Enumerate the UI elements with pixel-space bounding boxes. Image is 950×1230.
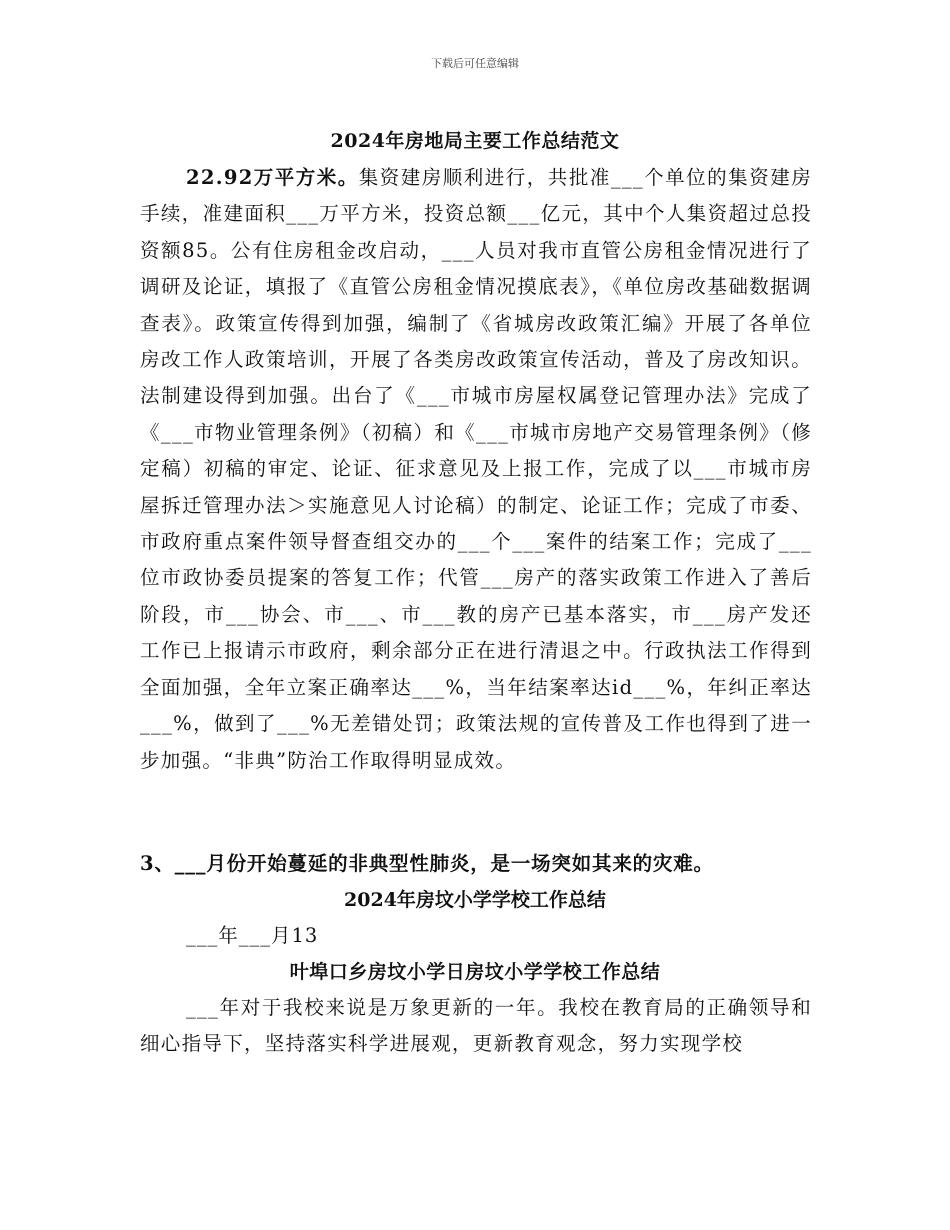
- date-line: ___年___月13: [186, 924, 319, 947]
- body-text: 集资建房顺利进行，共批准___个单位的集资建房手续，准建面积___万平方米，投资总额___亿元，其中个人集资超过总投资额85。公有住房租金改启动，___人员对我市直管公房租金情况进行了调研及论证，填报了《直管公房租金情况摸底表》，《单位房改基础数据调查表》。政策宣传得到加强，编制了《省城房改政策汇编》开展了各单位房改工作人政策培训，开展了各类房改政策宣传活动，普及了房改知识。法制建设得到加强。出台了《___市城市房屋权属登记管理办法》完成了《___市物业管理条例》（初稿）和《___市城市房地产交易管理条例》（修定稿）初稿的审定、论证、征求意见及上报工作，完成了以___市城市房屋拆迁管理办法＞实施意见人讨论稿）的制定、论证工作；完成了市委、市政府重点案件领导督查组交办的___个___案件的结案工作；完成了___位市政协委员提案的答复工作；代管___房产的落实政策工作进入了善后阶段，市___协会、市___、市___教的房产已基本落实，市___房产发还工作已上报请示市政府，剩余部分正在进行清退之中。行政执法工作得到全面加强，全年立案正确率达___%，当年结案率达id___%，年纠正率达___%，做到了___%无差错处罚；政策法规的宣传普及工作也得到了进一步加强。“非典”防治工作取得明显成效。: [140, 166, 812, 772]
- section-title: 2024年房坟小学学校工作总结: [344, 889, 606, 911]
- body-paragraph: [140, 160, 812, 779]
- subheading: 3、___月份开始蔓延的非典型性肺炎，是一场突如其来的灾难。: [140, 852, 714, 875]
- school-report-title: 叶埠口乡房坟小学日房坟小学学校工作总结: [289, 961, 661, 983]
- body-lead: 22.92万平方米。: [186, 166, 359, 189]
- document-title: 2024年房地局主要工作总结范文: [330, 130, 620, 152]
- closing-paragraph: ___年对于我校来说是万象更新的一年。我校在教育局的正确领导和细心指导下，坚持落实科学进展观，更新教育观念，努力实现学校: [140, 996, 812, 1056]
- header-note: 下载后可任意编辑: [431, 57, 519, 70]
